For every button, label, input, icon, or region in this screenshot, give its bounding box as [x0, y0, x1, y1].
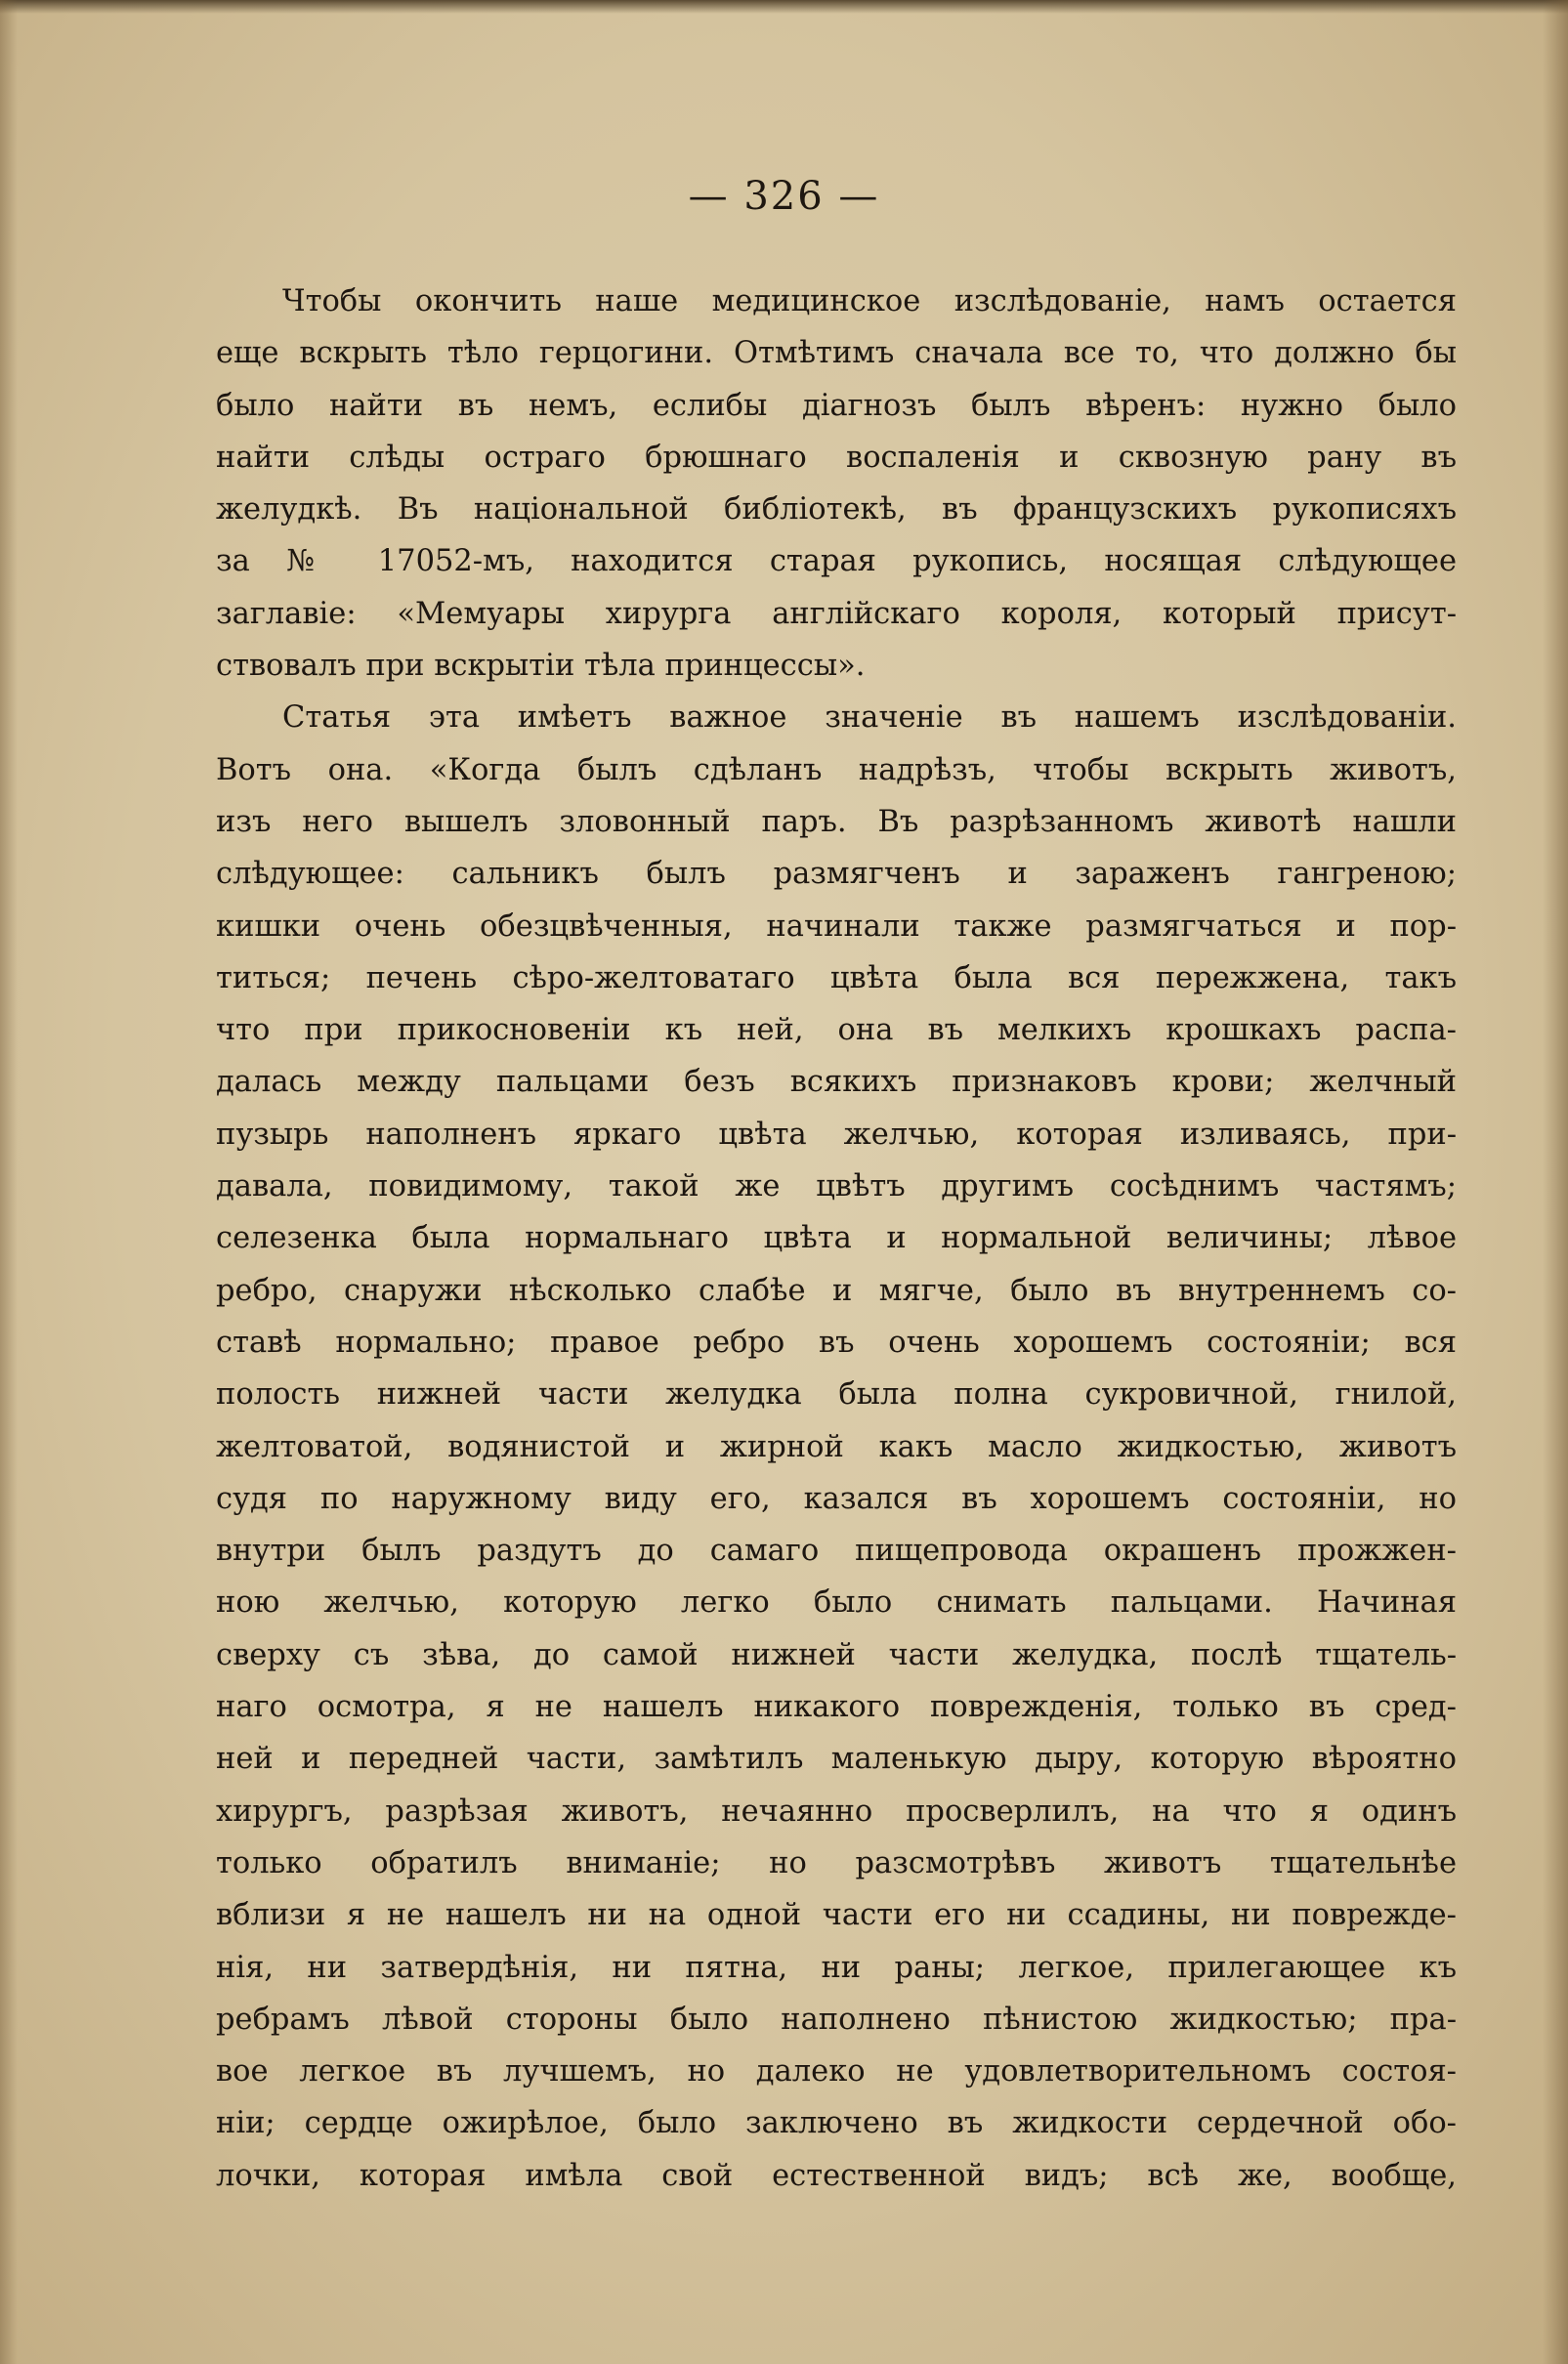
text-line: желудкѣ. Въ національной библіотекѣ, въ французскихъ рукописяхъ [216, 492, 1457, 528]
text-line: ною желчью, которую легко было снимать пальцами. Начиная [216, 1585, 1457, 1621]
text-line: нія, ни затвердѣнія, ни пятна, ни раны; легкое, прилегающее къ [216, 1950, 1457, 1985]
text-line: ствовалъ при вскрытіи тѣла принцессы». [216, 649, 866, 684]
text-line: сверху съ зѣва, до самой нижней части желудка, послѣ тщатель- [216, 1637, 1457, 1672]
text-line: Статья эта имѣетъ важное значеніе въ нашемъ изслѣдованіи. [282, 700, 1457, 736]
text-line: кишки очень обезцвѣченныя, начинали также размягчаться и пор- [216, 908, 1457, 944]
text-line: за № 17052-мъ, находится старая рукопись, носящая слѣдующее [216, 544, 1457, 579]
text-line: наго осмотра, я не нашелъ никакого поврежденія, только въ сред- [216, 1690, 1457, 1725]
text-line: ней и передней части, замѣтилъ маленькую дыру, которую вѣроятно [216, 1742, 1457, 1777]
text-line: титься; печень сѣро-желтоватаго цвѣта была вся пережжена, такъ [216, 960, 1457, 995]
text-line: Вотъ она. «Когда былъ сдѣланъ надрѣзъ, чтобы вскрыть животъ, [216, 752, 1457, 787]
text-line: желтоватой, водянистой и жирной какъ масло жидкостью, животъ [216, 1429, 1457, 1464]
text-line: что при прикосновеніи къ ней, она въ мелкихъ крошкахъ распа- [216, 1013, 1457, 1048]
text-line: изъ него вышелъ зловонный паръ. Въ разрѣзанномъ животѣ нашли [216, 804, 1457, 839]
text-line: только обратилъ вниманіе; но разсмотрѣвъ животъ тщательнѣе [216, 1845, 1457, 1880]
text-line: ставѣ нормально; правое ребро въ очень хорошемъ состояніи; вся [216, 1325, 1457, 1360]
text-line: внутри былъ раздутъ до самаго пищепровода окрашенъ прожжен- [216, 1534, 1457, 1569]
body-text [216, 275, 1457, 2202]
text-line: Чтобы окончить наше медицинское изслѣдованіе, намъ остается [282, 284, 1457, 318]
text-line: еще вскрыть тѣло герцогини. Отмѣтимъ сначала все то, что должно бы [216, 336, 1457, 371]
text-line: вблизи я не нашелъ ни на одной части его ни ссадины, ни поврежде- [216, 1898, 1457, 1933]
text-line: ніи; сердце ожирѣлое, было заключено въ жидкости сердечной обо- [216, 2106, 1457, 2141]
text-line: далась между пальцами безъ всякихъ признаковъ крови; желчный [216, 1065, 1457, 1100]
text-line: ребро, снаружи нѣсколько слабѣе и мягче, было въ внутреннемъ со- [216, 1273, 1457, 1308]
text-line: хирургъ, разрѣзая животъ, нечаянно просверлилъ, на что я одинъ [216, 1794, 1457, 1829]
page-right-edge [1543, 0, 1568, 2364]
text-line: лочки, которая имѣла свой естественной видъ; всѣ же, вообще, [216, 2158, 1457, 2193]
text-line: селезенка была нормальнаго цвѣта и нормальной величины; лѣвое [216, 1221, 1457, 1256]
text-line: было найти въ немъ, еслибы діагнозъ былъ вѣренъ: нужно было [216, 388, 1457, 423]
text-line: судя по наружному виду его, казался въ хорошемъ состояніи, но [216, 1481, 1457, 1516]
page-top-edge [0, 0, 1568, 14]
text-line: слѣдующее: сальникъ былъ размягченъ и зараженъ гангреною; [216, 857, 1457, 892]
text-line: пузырь наполненъ яркаго цвѣта желчью, которая изливаясь, при- [216, 1117, 1457, 1152]
page-number: — 326 — [688, 174, 880, 219]
text-line: полость нижней части желудка была полна сукровичной, гнилой, [216, 1377, 1457, 1413]
text-line: ребрамъ лѣвой стороны было наполнено пѣнистою жидкостью; пра- [216, 2002, 1457, 2037]
text-line: давала, повидимому, такой же цвѣтъ другимъ сосѣднимъ частямъ; [216, 1169, 1457, 1204]
text-line: найти слѣды остраго брюшнаго воспаленія и сквозную рану въ [216, 440, 1457, 475]
text-line: вое легкое въ лучшемъ, но далеко не удовлетворительномъ состоя- [216, 2054, 1457, 2090]
text-line: заглавіе: «Мемуары хирурга англійскаго короля, который присут- [216, 596, 1457, 631]
page-left-edge [0, 0, 18, 2364]
